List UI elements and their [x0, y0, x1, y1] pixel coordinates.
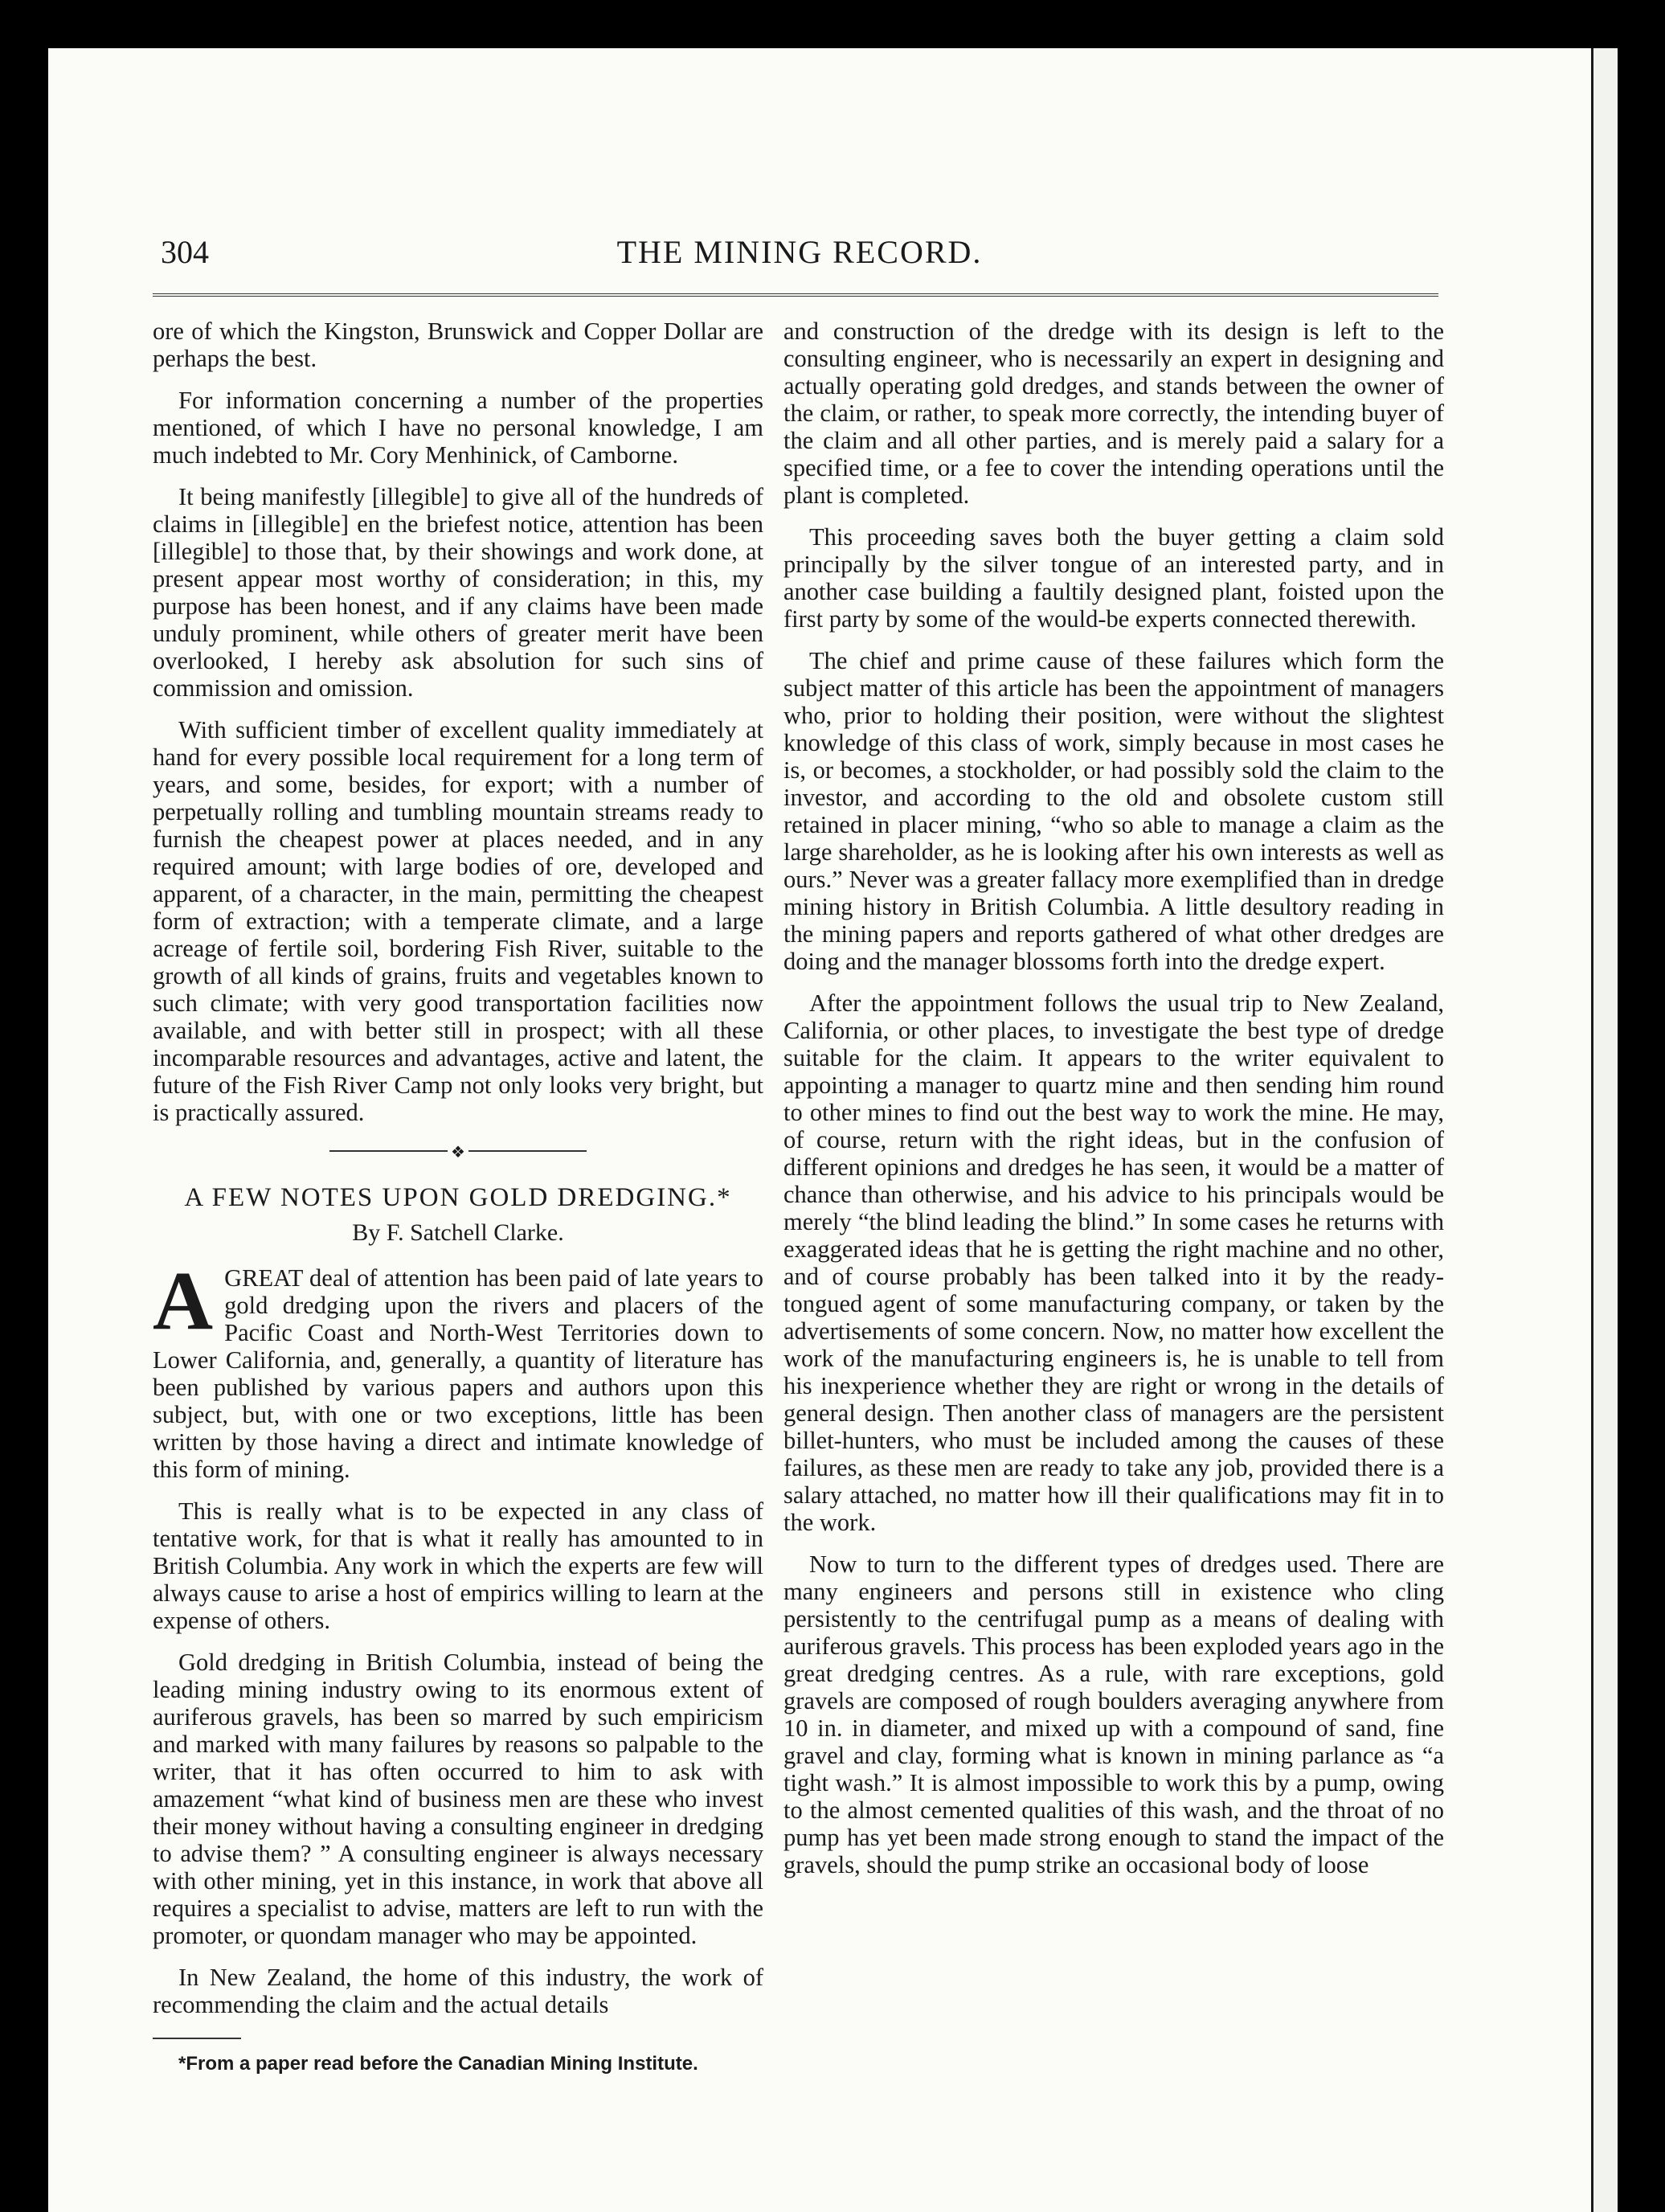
- running-title: THE MINING RECORD.: [616, 234, 983, 270]
- first-paragraph-text: GREAT deal of attention has been paid of late years to gold dredging upon the rivers and placers of the Pacific Coast and North-West Territories down to Lower California, and, generally, a quantity of literature has been published by various papers and authors upon this subject, but, with one or two exceptions, little has been written by those having a direct and intimate knowledge of this form of mining.: [153, 1264, 763, 1483]
- adjacent-page-edge: [1591, 48, 1618, 2212]
- divider-ornament: ❖: [448, 1139, 468, 1166]
- paragraph: The chief and prime cause of these failures which form the subject matter of this article has been the appointment of managers who, prior to holding their position, were without the slightest knowledge of this class of work, simply because in most cases he is, or becomes, a stockholder, or had possibly sold the claim to the investor, and according to the old and obsolete custom still retained in placer mining, “who so able to manage a claim as the large shareholder, as he is looking after his own interests as well as ours.” Never was a greater fallacy more exemplified than in dredge mining history in British Columbia. A little desultory reading in the mining papers and reports gathered of what other dredges are doing and the manager blossoms forth into the dredge expert.: [783, 647, 1444, 975]
- article-title: A FEW NOTES UPON GOLD DREDGING.*: [184, 1183, 732, 1212]
- paragraph: For information concerning a number of the properties mentioned, of which I have no personal knowledge, I am much indebted to Mr. Cory Menhinick, of Camborne.: [153, 387, 763, 469]
- paragraph: It being manifestly [illegible] to give all of the hundreds of claims in [illegible] en the briefest notice, attention has been [illegible] to those that, by their showings and work done, at present appear most worthy of consideration; in this, my purpose has been honest, and if any claims have been made unduly prominent, while others of greater merit have been overlooked, I hereby ask absolution for such sins of commission and omission.: [153, 483, 763, 702]
- drop-cap: A: [153, 1255, 214, 1347]
- scanned-page: [48, 48, 1591, 2212]
- paragraph: This is really what is to be expected in any class of tentative work, for that is what it really has amounted to in British Columbia. Any work in which the experts are few will always cause to arise a host of empirics willing to learn at the expense of others.: [153, 1497, 763, 1634]
- paragraph: ore of which the Kingston, Brunswick and Copper Dollar are perhaps the best.: [153, 317, 763, 372]
- right-column: [783, 317, 1444, 1893]
- page-number: 304: [161, 234, 209, 270]
- paragraph: Now to turn to the different types of dredges used. There are many engineers and persons still in existence who cling persistently to the centrifugal pump as a means of dealing with auriferous gravels. This process has been exploded years ago in the great dredging centres. As a rule, with rare exceptions, gold gravels are composed of rough boulders averaging anywhere from 10 in. in diameter, and mixed up with a compound of sand, fine gravel and clay, forming what is known in mining parlance as “a tight wash.” It is almost impossible to work this by a pump, owing to the almost cemented qualities of this wash, and the throat of no pump has yet been made strong enough to stand the impact of the gravels, should the pump strike an occasional body of loose: [783, 1550, 1444, 1878]
- footnote-rule: [153, 2038, 241, 2039]
- paragraph: Gold dredging in British Columbia, instead of being the leading mining industry owing to its enormous extent of auriferous gravels, has been so marred by such empiricism and marked with many failures by reasons so palpable to the writer, that it has often occurred to him to ask with amazement “what kind of business men are these who invest their money without having a consulting engineer in dredging to advise them? ” A consulting engineer is always necessary with other mining, yet in this instance, in work that above all requires a specialist to advise, matters are left to run with the promoter, or quondam manager who may be appointed.: [153, 1649, 763, 1949]
- left-column: [153, 317, 763, 2092]
- paragraph: After the appointment follows the usual trip to New Zealand, California, or other places, to investigate the best type of dredge suitable for the claim. It appears to the writer equivalent to appointing a manager to quartz mine and then sending him round to other mines to find out the best way to work the mine. He may, of course, return with the right ideas, but in the confusion of different opinions and dredges he has seen, it would be a matter of chance than otherwise, and his advice to his principals would be merely “the blind leading the blind.” In some cases he returns with exaggerated ideas that he is getting the right machine and no other, and of course probably has been talked into it by the ready-tongued agent of some manufacturing company, or taken by the advertisements of some concern. Now, no matter how excellent the work of the manufacturing engineers is, he is unable to tell from his inexperience whether they are right or wrong in the details of general design. Then another class of managers are the persistent billet-hunters, who must be included among the causes of these failures, as these men are ready to take any job, provided there is a salary attached, no matter how ill their qualifications may fit in to the work.: [783, 989, 1444, 1536]
- article-first-paragraph: [153, 1255, 763, 1483]
- section-divider: [329, 1144, 587, 1161]
- paragraph: This proceeding saves both the buyer getting a claim sold principally by the silver tongue of an interested party, and in another case building a faultily designed plant, foisted upon the first party by some of the would-be experts connected therewith.: [783, 523, 1444, 633]
- paragraph: In New Zealand, the home of this industry, the work of recommending the claim and the actual details: [153, 1964, 763, 2018]
- page-header: [161, 233, 1438, 273]
- paragraph: and construction of the dredge with its design is left to the consulting engineer, who is necessarily an expert in designing and actually operating gold dredges, and stands between the owner of the claim, or rather, to speak more correctly, the intending buyer of the claim and all other parties, and is merely paid a salary for a specified time, or a fee to cover the intending operations until the plant is completed.: [783, 317, 1444, 509]
- article-byline: By F. Satchell Clarke.: [352, 1219, 564, 1246]
- footnote: *From a paper read before the Canadian Mining Institute.: [178, 2053, 698, 2075]
- header-rule: [153, 293, 1438, 297]
- paragraph: With sufficient timber of excellent quality immediately at hand for every possible local requirement for a long term of years, and some, besides, for export; with a number of perpetually rolling and tumbling mountain streams ready to furnish the cheapest power at places needed, and in any required amount; with large bodies of ore, developed and apparent, of a character, in the main, permitting the cheapest form of extraction; with a temperate climate, and a large acreage of fertile soil, bordering Fish River, suitable to the growth of all kinds of grains, fruits and vegetables known to such climate; with very good transportation facilities now available, and with better still in prospect; with all these incomparable resources and advantages, active and latent, the future of the Fish River Camp not only looks very bright, but is practically assured.: [153, 716, 763, 1126]
